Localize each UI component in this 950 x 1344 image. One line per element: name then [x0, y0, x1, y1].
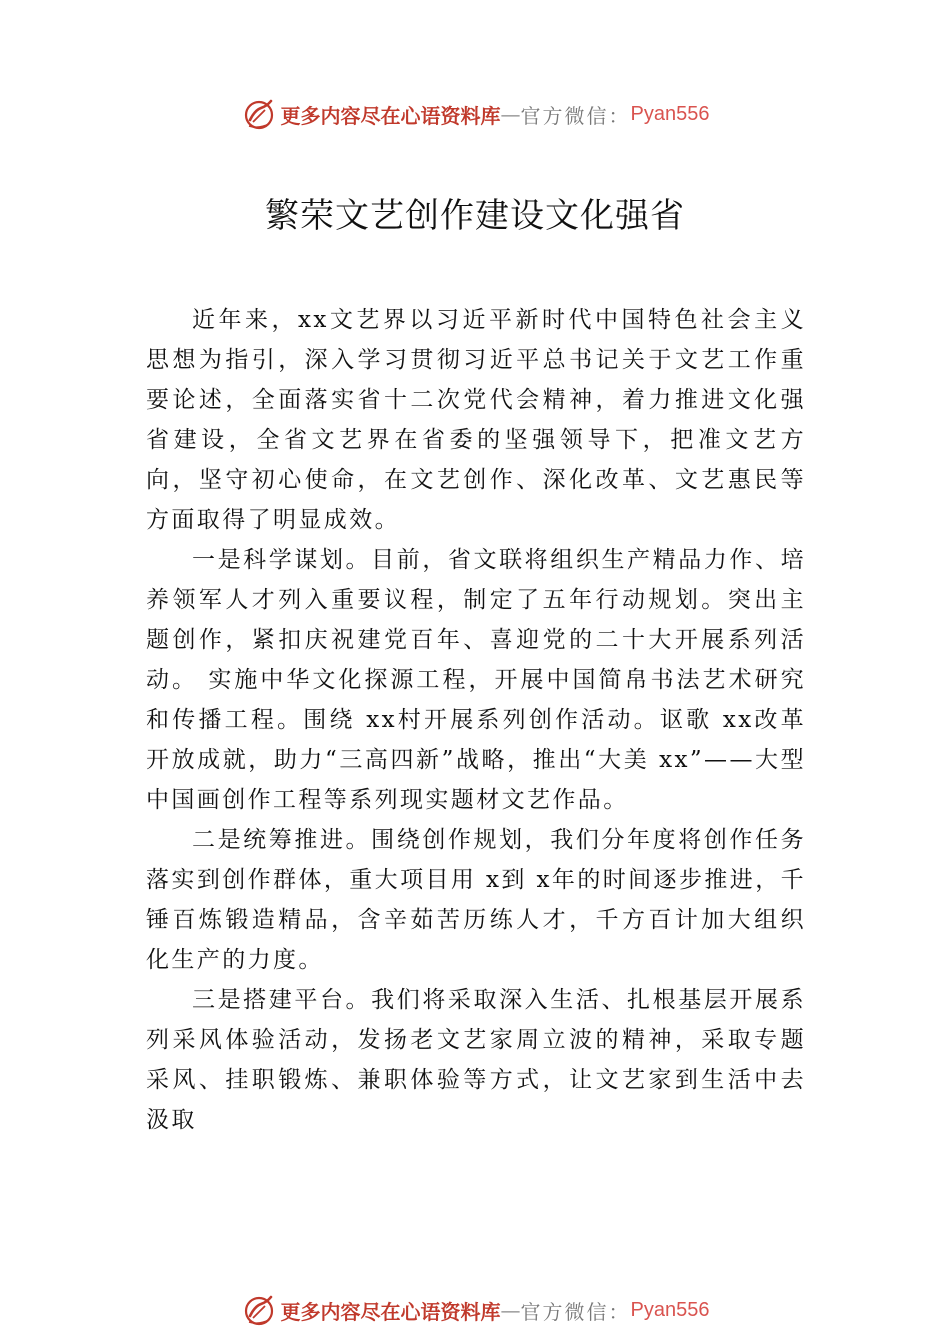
footer-wechat-id: Pyan556: [630, 1298, 710, 1321]
footer-promo-text: 更多内容尽在心语资料库: [280, 1299, 501, 1324]
document-body: [146, 300, 806, 1140]
paragraph-platform: 三是搭建平台。我们将采取深入生活、扎根基层开展系列采风体验活动，发扬老文艺家周立波的精神，采取专题采风、挂职锻炼、兼职体验等方式，让文艺家到生活中去汲取: [146, 987, 806, 1133]
paragraph-intro: 近年来，xx文艺界以习近平新时代中国特色社会主义思想为指引，深入学习贯彻习近平总书记关于文艺工作重要论述，全面落实省十二次党代会精神，着力推进文化强省建设，全省文艺界在省委的坚强领导下，把准文艺方向，坚守初心使命，在文艺创作、深化改革、文艺惠民等方面取得了明显成效。: [146, 307, 806, 533]
footer-watermark-banner: [0, 1290, 950, 1330]
header-promo-text: 更多内容尽在心语资料库: [280, 103, 501, 128]
header-dash: —: [500, 102, 521, 126]
pen-logo-icon: [241, 96, 277, 132]
pen-logo-icon: [241, 1292, 277, 1328]
header-wechat-id: Pyan556: [630, 102, 710, 125]
paragraph-planning: 一是科学谋划。目前，省文联将组织生产精品力作、培养领军人才列入重要议程，制定了五年行动规划。突出主题创作，紧扣庆祝建党百年、喜迎党的二十大开展系列活动。 实施中华文化探源工程，开展中国简帛书法艺术研究和传播工程。围绕 xx村开展系列创作活动。讴歌 xx改革开放成就，助力“三高四新”战略，推出“大美 xx”——大型中国画创作工程等系列现实题材文艺作品。: [146, 547, 806, 813]
document-title: 繁荣文艺创作建设文化强省: [265, 196, 685, 236]
header-watermark-banner: [0, 94, 950, 134]
paragraph-coordination: 二是统筹推进。围绕创作规划，我们分年度将创作任务落实到创作群体，重大项目用 x到 x年的时间逐步推进，千锤百炼锻造精品，含辛茹苦历练人才，千方百计加大组织化生产的力度。: [146, 827, 806, 973]
footer-official-label: 官方微信：: [520, 1299, 631, 1324]
footer-dash: —: [500, 1298, 521, 1322]
header-official-label: 官方微信：: [520, 103, 631, 128]
